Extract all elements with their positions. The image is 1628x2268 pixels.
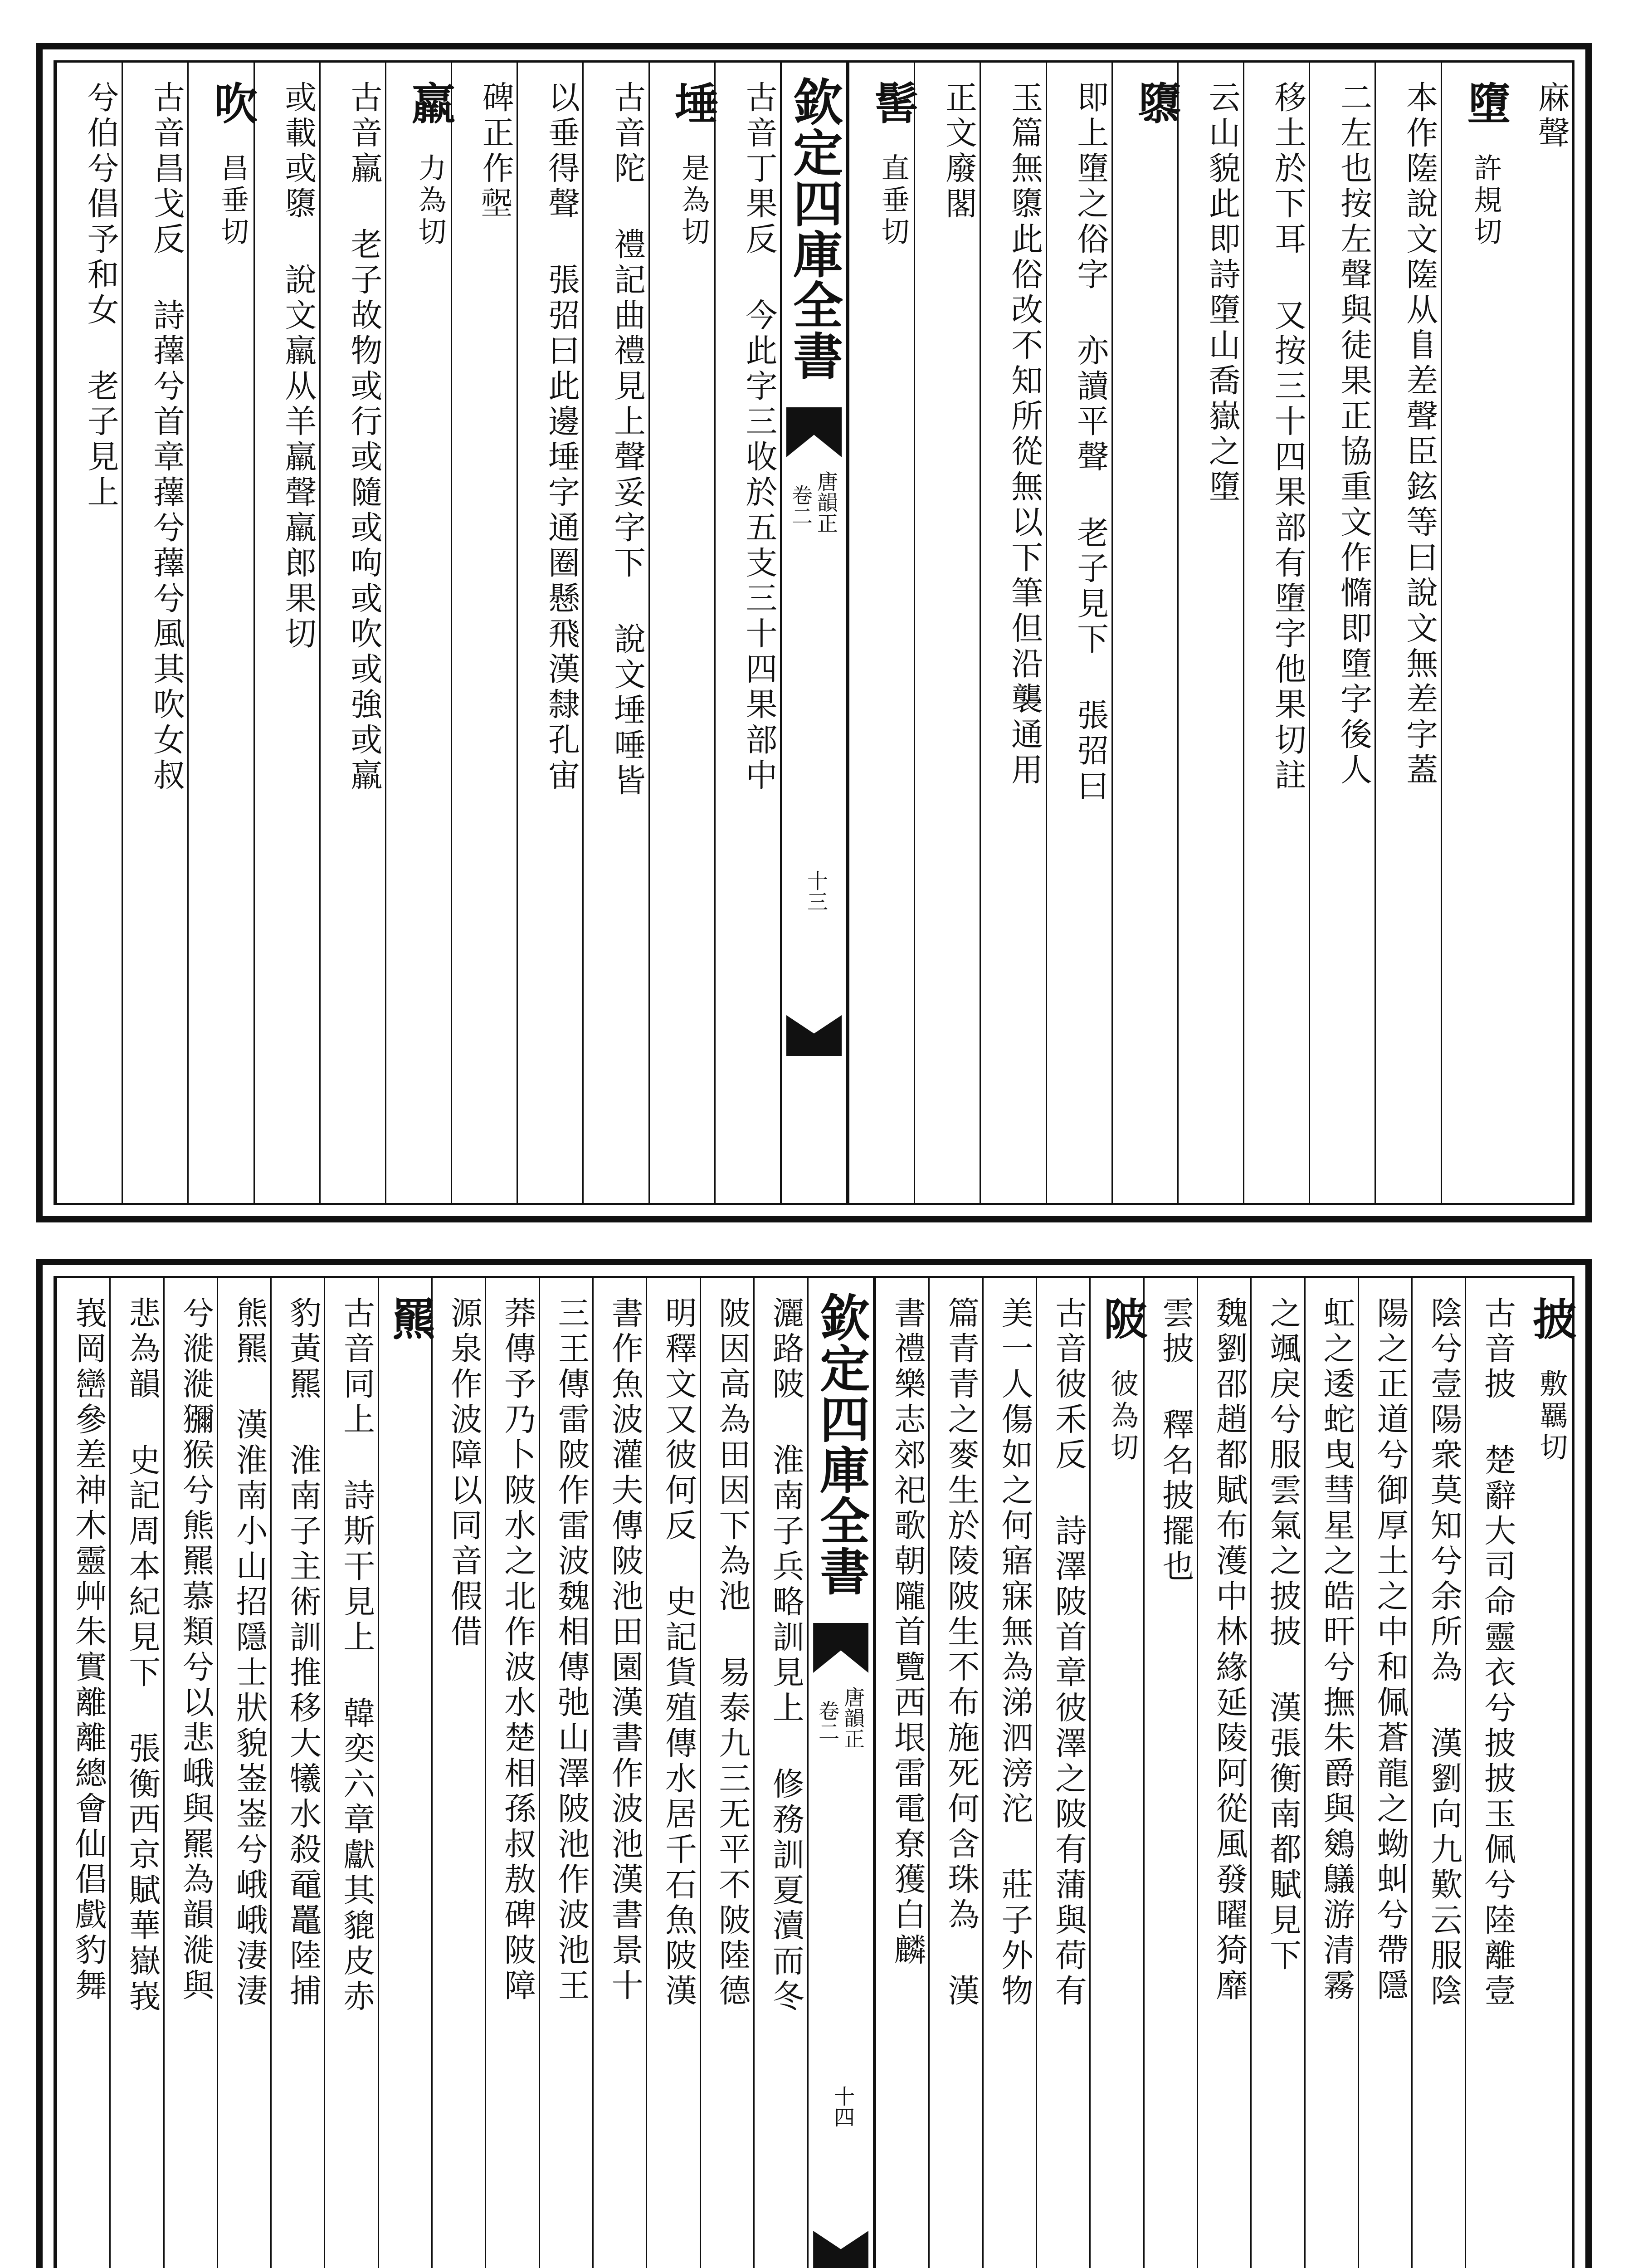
- column-text: 古音彼禾反 詩澤陂首章彼澤之陂有蒲與荷有: [1050, 1296, 1087, 2009]
- column-text: 三王傳雷陂作雷波魏相傳弛山澤陂池作波池王: [552, 1296, 590, 2004]
- text-column: [539, 1278, 592, 2268]
- bottom-page: [36, 1259, 1592, 2268]
- book-title: 欽定四庫全書: [812, 1292, 871, 1597]
- text-column: [1089, 1278, 1148, 2268]
- text-column: [253, 63, 319, 1203]
- fish-tail-mark-bottom: [786, 1015, 842, 1056]
- volume-label: 卷二: [815, 1700, 840, 1742]
- text-column: [1046, 63, 1111, 1203]
- text-column: [582, 63, 648, 1203]
- entry-headword: 埵: [668, 81, 719, 128]
- book-subtitle: 唐韻正: [841, 1686, 866, 1749]
- column-text: 莽傳予乃卜陂水之北作波水楚相孫叔敖碑陂障: [499, 1296, 536, 2004]
- column-text: 玉篇無隳此俗改不知所從無以下筆但沿襲通用: [1006, 81, 1043, 788]
- column-text: 麻聲: [1532, 81, 1570, 152]
- column-text: 二左也按左聲與徒果正協重文作憜即墮字後人: [1335, 81, 1373, 788]
- text-column: [1519, 1278, 1577, 2268]
- text-column: [1243, 63, 1309, 1203]
- column-text: 移土於下耳 又按三十四果部有墮字他果切註: [1269, 81, 1307, 794]
- text-column: [980, 63, 1045, 1203]
- text-column: [517, 63, 582, 1203]
- column-text: 本作隓說文隓从𨸏差聲臣鉉等曰說文無差字蓋: [1401, 81, 1438, 788]
- text-column: [319, 63, 385, 1203]
- text-column: [1506, 63, 1572, 1203]
- column-text: 書作魚波灌夫傳陂池田園漢書作波池漢書景十: [606, 1296, 644, 2004]
- column-text: 虹之逶蛇曳彗星之皓旰兮撫朱爵與鵕鸃游清霧: [1318, 1296, 1355, 2004]
- column-text: 熊羆 漢淮南小山招隱士狀貌崟崟兮峨峨淒淒: [231, 1296, 268, 2009]
- column-text: 古音丁果反 今此字三收於五支三十四果部中: [740, 81, 778, 794]
- leaf-number: 十四: [831, 2086, 856, 2127]
- text-column: [714, 63, 780, 1203]
- text-column: [451, 63, 517, 1203]
- column-text: 或載或隳 說文羸从羊羸聲羸郎果切: [279, 81, 317, 652]
- column-text: 峩岡巒參差神木靈艸朱實離離總會仙倡戲豹舞: [70, 1296, 107, 2004]
- top-page: [36, 43, 1592, 1222]
- text-column: [753, 1278, 807, 2268]
- text-column: [385, 63, 456, 1203]
- column-text: 敷羈切: [1535, 1369, 1568, 1464]
- center-strip: [780, 63, 848, 1203]
- text-column: [122, 63, 187, 1203]
- text-column: [56, 1278, 109, 2268]
- text-column: [109, 1278, 163, 2268]
- column-text: 明釋文又彼何反 史記貨殖傳水居千石魚陂漢: [660, 1296, 697, 2009]
- book-subtitle: 唐韻正: [814, 471, 838, 533]
- center-strip: [807, 1278, 875, 2268]
- entry-headword: 羸: [405, 81, 456, 128]
- text-column: [1197, 1278, 1250, 2268]
- text-column: [1309, 63, 1375, 1203]
- book-title: 欽定四庫全書: [785, 76, 843, 381]
- text-column: [848, 63, 919, 1203]
- column-text: 美一人傷如之何寤寐無為涕泗滂沱 莊子外物: [996, 1296, 1034, 2009]
- text-column: [982, 1278, 1036, 2268]
- column-text: 古音昌戈反 詩蘀兮首章蘀兮蘀兮風其吹女叔: [148, 81, 185, 794]
- column-text: 是為切: [677, 153, 710, 249]
- top-page-columns: [54, 60, 1574, 1205]
- column-text: 以垂得聲 張弨曰此邊埵字通圈懸飛漢隸孔宙: [543, 81, 580, 794]
- column-text: 陂因高為田因下為池 易泰九三无平不陂陸德: [713, 1296, 751, 2009]
- column-text: 悲為韻 史記周本紀見下 張衡西京賦華嶽峩: [123, 1296, 161, 2015]
- column-text: 云山貌此即詩墮山喬嶽之墮: [1204, 81, 1241, 505]
- entry-headword: 吹: [207, 81, 258, 128]
- entry-headword: 髺: [868, 81, 919, 128]
- column-text: 即上墮之俗字 亦讀平聲 老子見下 張弨曰: [1072, 81, 1109, 805]
- column-text: 古音羸 老子故物或行或隨或呴或吹或強或羸: [345, 81, 383, 794]
- text-column: [1304, 1278, 1358, 2268]
- fish-tail-mark-bottom: [813, 2231, 868, 2268]
- entry-headword: 披: [1526, 1296, 1577, 1344]
- text-column: [1111, 63, 1182, 1203]
- column-text: 陽之正道兮御厚土之中和佩蒼龍之蚴虯兮帶隱: [1372, 1296, 1409, 2004]
- entry-headword: 羆: [385, 1296, 437, 1344]
- column-text: 篇青青之麥生於陵陂生不布施死何含珠為 漢: [942, 1296, 980, 2009]
- text-column: [592, 1278, 646, 2268]
- text-column: [1411, 1278, 1465, 2268]
- column-text: 兮伯兮倡予和女 老子見上: [82, 81, 120, 511]
- text-column: [646, 1278, 699, 2268]
- column-text: 許規切: [1469, 153, 1502, 249]
- text-column: [648, 63, 719, 1203]
- column-text: 之颯戾兮服雲氣之披披 漢張衡南都賦見下: [1264, 1296, 1302, 1974]
- text-column: [324, 1278, 377, 2268]
- text-column: [875, 1278, 928, 2268]
- entry-headword: 陂: [1097, 1296, 1148, 1344]
- column-text: 書禮樂志郊祀歌朝隴首覽西垠雷電尞獲白麟: [889, 1296, 926, 1969]
- leaf-number: 十三: [804, 870, 829, 912]
- column-text: 雲披 釋名披擺也: [1157, 1296, 1194, 1585]
- text-column: [56, 63, 122, 1203]
- bottom-page-columns: [54, 1276, 1577, 2268]
- text-column: [1465, 1278, 1518, 2268]
- column-text: 碑正作𡎺: [477, 81, 515, 222]
- text-column: [928, 1278, 982, 2268]
- column-text: 昌垂切: [216, 153, 249, 249]
- text-column: [485, 1278, 538, 2268]
- column-text: 古音披 楚辭大司命靈衣兮披披玉佩兮陸離壹: [1479, 1296, 1516, 2009]
- entry-headword: 隳: [1131, 81, 1182, 128]
- text-column: [1036, 1278, 1089, 2268]
- text-column: [1358, 1278, 1411, 2268]
- entry-headword: 墮: [1460, 81, 1511, 128]
- column-text: 古音陀 禮記曲禮見上聲妥字下 說文埵唾皆: [609, 81, 646, 799]
- column-text: 魏劉邵趙都賦布濩中林緣延陵阿從風發曜猗靡: [1211, 1296, 1248, 2004]
- column-text: 源泉作波障以同音假借: [445, 1296, 483, 1650]
- fish-tail-mark: [813, 1623, 868, 1673]
- text-column: [1143, 1278, 1197, 2268]
- volume-label: 卷二: [789, 484, 813, 526]
- text-column: [431, 1278, 485, 2268]
- text-column: [378, 1278, 437, 2268]
- text-column: [1441, 63, 1511, 1203]
- column-text: 灑路陂 淮南子兵略訓見上 修務訓夏瀆而冬: [767, 1296, 805, 2015]
- column-text: 豹黃羆 淮南子主術訓推移大犧水殺黿鼉陸捕: [284, 1296, 322, 2009]
- text-column: [1250, 1278, 1304, 2268]
- column-text: 直垂切: [877, 153, 910, 249]
- column-text: 陰兮壹陽衆莫知兮余所為 漢劉向九歎云服陰: [1425, 1296, 1463, 2009]
- column-text: 兮漇漇獼猴兮熊羆慕類兮以悲峨與羆為韻漇與: [177, 1296, 214, 2004]
- text-column: [270, 1278, 324, 2268]
- text-column: [1375, 63, 1440, 1203]
- fish-tail-mark: [786, 407, 842, 457]
- column-text: 力為切: [414, 153, 447, 249]
- text-column: [914, 63, 980, 1203]
- text-column: [163, 1278, 217, 2268]
- text-column: [700, 1278, 753, 2268]
- text-column: [217, 1278, 270, 2268]
- column-text: 彼為切: [1106, 1369, 1139, 1464]
- text-column: [187, 63, 258, 1203]
- column-text: 古音同上 詩斯干見上 韓奕六章獻其貔皮赤: [338, 1296, 375, 2015]
- column-text: 正文廢閣: [940, 81, 978, 222]
- text-column: [1177, 63, 1243, 1203]
